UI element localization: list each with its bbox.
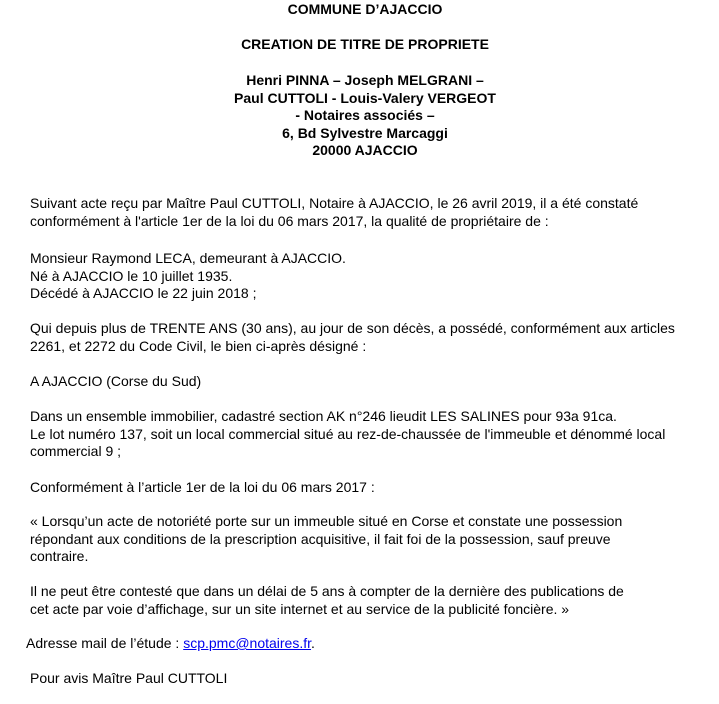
commune-heading: COMMUNE D’AJACCIO	[287, 1, 443, 17]
document-title: CREATION DE TITRE DE PROPRIETE	[241, 36, 489, 52]
email-suffix: .	[311, 635, 315, 651]
notaries-block	[0, 72, 719, 160]
location-paragraph	[30, 373, 710, 391]
paragraph-line: cet acte par voie d’affichage, sur un site internet et au service de la publicité foncière. »	[30, 600, 570, 617]
conformity-paragraph	[30, 479, 710, 497]
paragraph-line: Suivant acte reçu par Maître Paul CUTTOLI, Notaire à AJACCIO, le 26 avril 2019, il a été constaté	[30, 195, 639, 211]
property-paragraph	[30, 408, 710, 461]
paragraph-line: Qui depuis plus de TRENTE ANS (30 ans), au jour de son décès, a possédé, conformément aux articles	[30, 320, 675, 336]
notaries-city: 20000 AJACCIO	[312, 142, 418, 158]
paragraph-line: Né à AJACCIO le 10 juillet 1935.	[30, 267, 233, 284]
paragraph-line: 2261, et 2272 du Code Civil, le bien ci-après désigné :	[30, 337, 367, 354]
email-label: Adresse mail de l’étude :	[26, 635, 184, 651]
person-paragraph	[30, 250, 710, 303]
paragraph-line: Dans un ensemble immobilier, cadastré section AK n°246 lieudit LES SALINES pour 93a 91ca.	[30, 408, 617, 424]
paragraph-line: conformément à l'article 1er de la loi du 06 mars 2017, la qualité de propriétaire de :	[30, 212, 549, 229]
notaries-names-line-2: Paul CUTTOLI - Louis-Valery VERGEOT	[234, 89, 496, 106]
notaries-street: 6, Bd Sylvestre Marcaggi	[282, 124, 448, 141]
intro-paragraph	[30, 195, 710, 230]
law-quote-paragraph	[30, 513, 710, 566]
paragraph-line: Décédé à AJACCIO le 22 juin 2018 ;	[30, 285, 257, 302]
possession-paragraph	[30, 320, 710, 355]
contest-paragraph	[30, 583, 710, 618]
email-link[interactable]: scp.pmc@notaires.fr	[183, 635, 312, 651]
signature-line: Pour avis Maître Paul CUTTOLI	[30, 670, 228, 686]
notaries-names-line-1: Henri PINNA – Joseph MELGRANI –	[246, 72, 484, 88]
paragraph-line: contraire.	[30, 548, 89, 565]
paragraph-line: A AJACCIO (Corse du Sud)	[30, 373, 202, 389]
paragraph-line: Le lot numéro 137, soit un local commercial situé au rez-de-chaussée de l'immeuble et dénommé local	[30, 425, 666, 442]
signature	[30, 670, 710, 688]
notaries-role: - Notaires associés –	[295, 107, 435, 123]
paragraph-line: répondant aux conditions de la prescription acquisitive, il fait foi de la possession, sauf preuve	[30, 530, 611, 547]
paragraph-line: Il ne peut être contesté que dans un délai de 5 ans à compter de la dernière des publications de	[30, 583, 624, 599]
paragraph-line: Conformément à l’article 1er de la loi du 06 mars 2017 :	[30, 479, 375, 495]
paragraph-line: « Lorsqu’un acte de notoriété porte sur un immeuble situé en Corse et constate une possession	[30, 513, 623, 529]
paragraph-line: Monsieur Raymond LECA, demeurant à AJACCIO.	[30, 250, 346, 266]
email-paragraph	[26, 635, 706, 653]
paragraph-line: commercial 9 ;	[30, 443, 122, 460]
